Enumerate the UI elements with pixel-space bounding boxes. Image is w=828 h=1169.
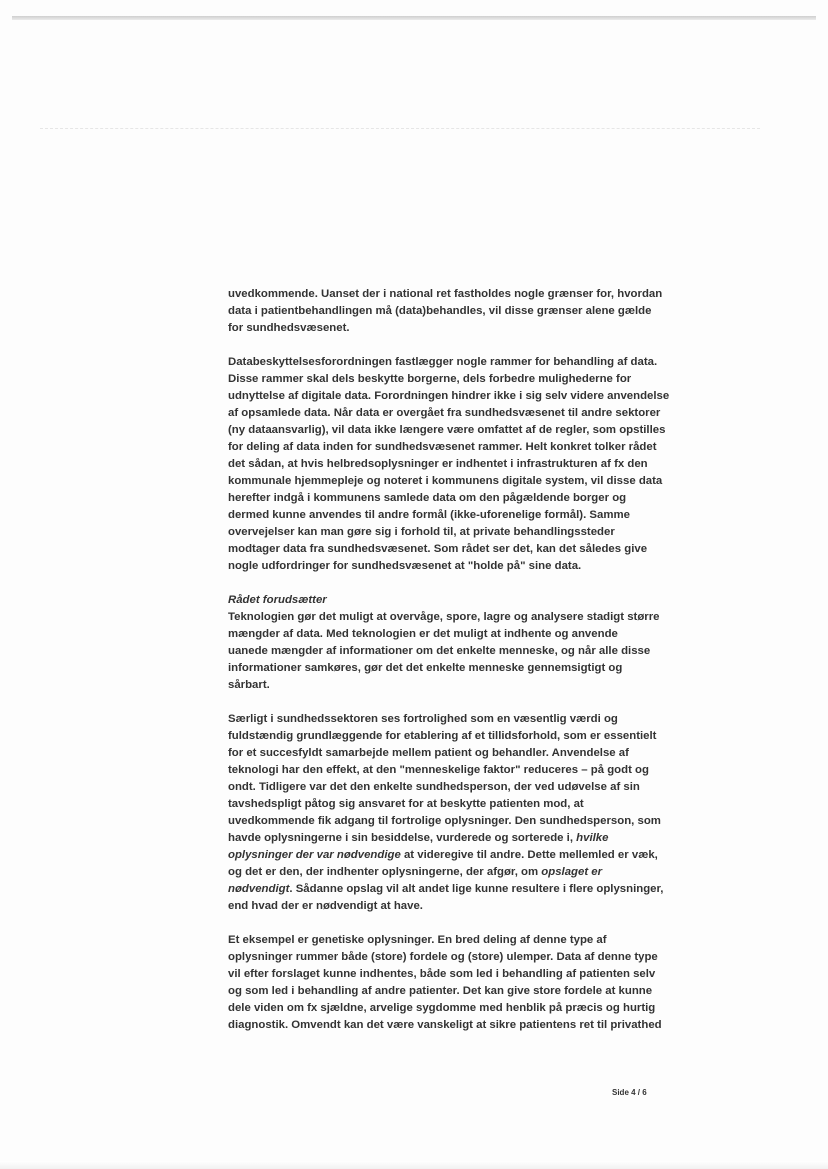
text-line: Teknologien gør det muligt at overvåge, spore, lagre og analysere stadigt større [228,611,660,623]
text-line: Disse rammer skal dels beskytte borgerne, dels forbedre mulighederne for [228,373,632,385]
text-line: kommunale hjemmepleje og noteret i kommunens digitale system, vil disse data [228,475,663,487]
italic-segment: nødvendigt [228,883,290,895]
text-line: nogle udfordringer for sundhedsvæsenet at "holde på" sine data. [228,560,582,572]
scan-artifact-line [40,128,760,130]
text-line: ondt. Tidligere var det den enkelte sundhedsperson, der ved udøvelse af sin [228,781,640,793]
text-line: uvedkommende fik adgang til fortrolige oplysninger. Den sundhedsperson, som [228,815,661,827]
italic-segment: hvilke [576,832,609,844]
text-line: og som led i behandling af andre patienter. Det kan give store fordele at kunne [228,985,653,997]
text-line: herefter indgå i kommunens samlede data om den pågældende borger og [228,492,627,504]
text-line [228,830,668,847]
text-line: for et succesfyldt samarbejde mellem patient og behandler. Anvendelse af [228,747,629,759]
paragraph-3 [228,592,668,694]
text-line: udnyttelse af digitale data. Forordningen hindrer ikke i sig selv videre anvendelse [228,390,670,402]
paragraph-5 [228,932,668,1034]
text-line: diagnostik. Omvendt kan det være vanskeligt at sikre patientens ret til privathed [228,1019,662,1031]
text-line: (ny dataansvarlig), vil data ikke længere være omfattet af de regler, som opstilles [228,424,666,436]
text-line: Databeskyttelsesforordningen fastlægger nogle rammer for behandling af data. [228,356,658,368]
text-segment: at videregive til andre. Dette mellemled er væk, [400,849,658,861]
text-line: Et eksempel er genetiske oplysninger. En bred deling af denne type af [228,934,607,946]
text-line: overvejelser kan man gøre sig i forhold til, at private behandlingssteder [228,526,615,538]
paragraph-4 [228,711,668,915]
text-line: tavshedspligt påtog sig ansvaret for at beskytte patienten mod, at [228,798,584,810]
text-segment: havde oplysningerne i sin besiddelse, vurderede og sorterede i, [228,832,573,844]
text-line: af opsamlede data. Når data er overgået fra sundhedsvæsenet til andre sektorer [228,407,661,419]
text-line: informationer samkøres, gør det det enkelte menneske gennemsigtigt og [228,662,623,674]
text-line: uvedkommende. Uanset der i national ret fastholdes nogle grænser for, hvordan [228,288,663,300]
italic-segment: opslaget er [541,866,603,878]
text-line: modtager data fra sundhedsvæsenet. Som rådet ser det, kan det således give [228,543,648,555]
text-line: dermed kunne anvendes til andre formål (ikke-uforenelige formål). Samme [228,509,630,521]
text-line: Særligt i sundhedssektoren ses fortrolighed som en væsentlig værdi og [228,713,618,725]
text-line: vil efter forslaget kunne indhentes, både som led i behandling af patienten selv [228,968,656,980]
text-line [228,881,668,898]
scan-edge-bottom [0,1161,828,1169]
paragraph-1 [228,286,668,337]
italic-segment: oplysninger der var nødvendige [228,849,401,861]
text-segment: . Sådanne opslag vil alt andet lige kunne resultere i flere oplysninger, [289,883,664,895]
text-line: teknologi har den effekt, at den "menneskelige faktor" reduceres – på godt og [228,764,649,776]
text-line: sårbart. [228,679,270,691]
text-line: for sundhedsvæsenet. [228,322,350,334]
text-segment: og det er den, der indhenter oplysningerne, der afgør, om [228,866,539,878]
text-line: mængder af data. Med teknologien er det muligt at indhente og anvende [228,628,618,640]
text-line: uanede mængder af informationer om det enkelte menneske, og når alle disse [228,645,651,657]
scan-edge-top [12,16,816,20]
section-heading: Rådet forudsætter [228,594,327,606]
text-line: oplysninger rummer både (store) fordele og (store) ulemper. Data af denne type [228,951,658,963]
text-line: data i patientbehandlingen må (data)behandles, vil disse grænser alene gælde [228,305,652,317]
text-line: det sådan, at hvis helbredsoplysninger er indhentet i infrastrukturen af fx den [228,458,648,470]
text-line: dele viden om fx sjældne, arvelige sygdomme med henblik på præcis og hurtig [228,1002,656,1014]
paragraph-2 [228,354,668,575]
text-line: end hvad der er nødvendigt at have. [228,900,423,912]
text-line [228,847,668,864]
document-body [228,286,668,1051]
text-line [228,864,668,881]
text-line: for deling af data inden for sundhedsvæsenet rammer. Helt konkret tolker rådet [228,441,657,453]
text-line: fuldstændig grundlæggende for etablering af et tillidsforhold, som er essentielt [228,730,657,742]
page-number: Side 4 / 6 [612,1088,647,1097]
